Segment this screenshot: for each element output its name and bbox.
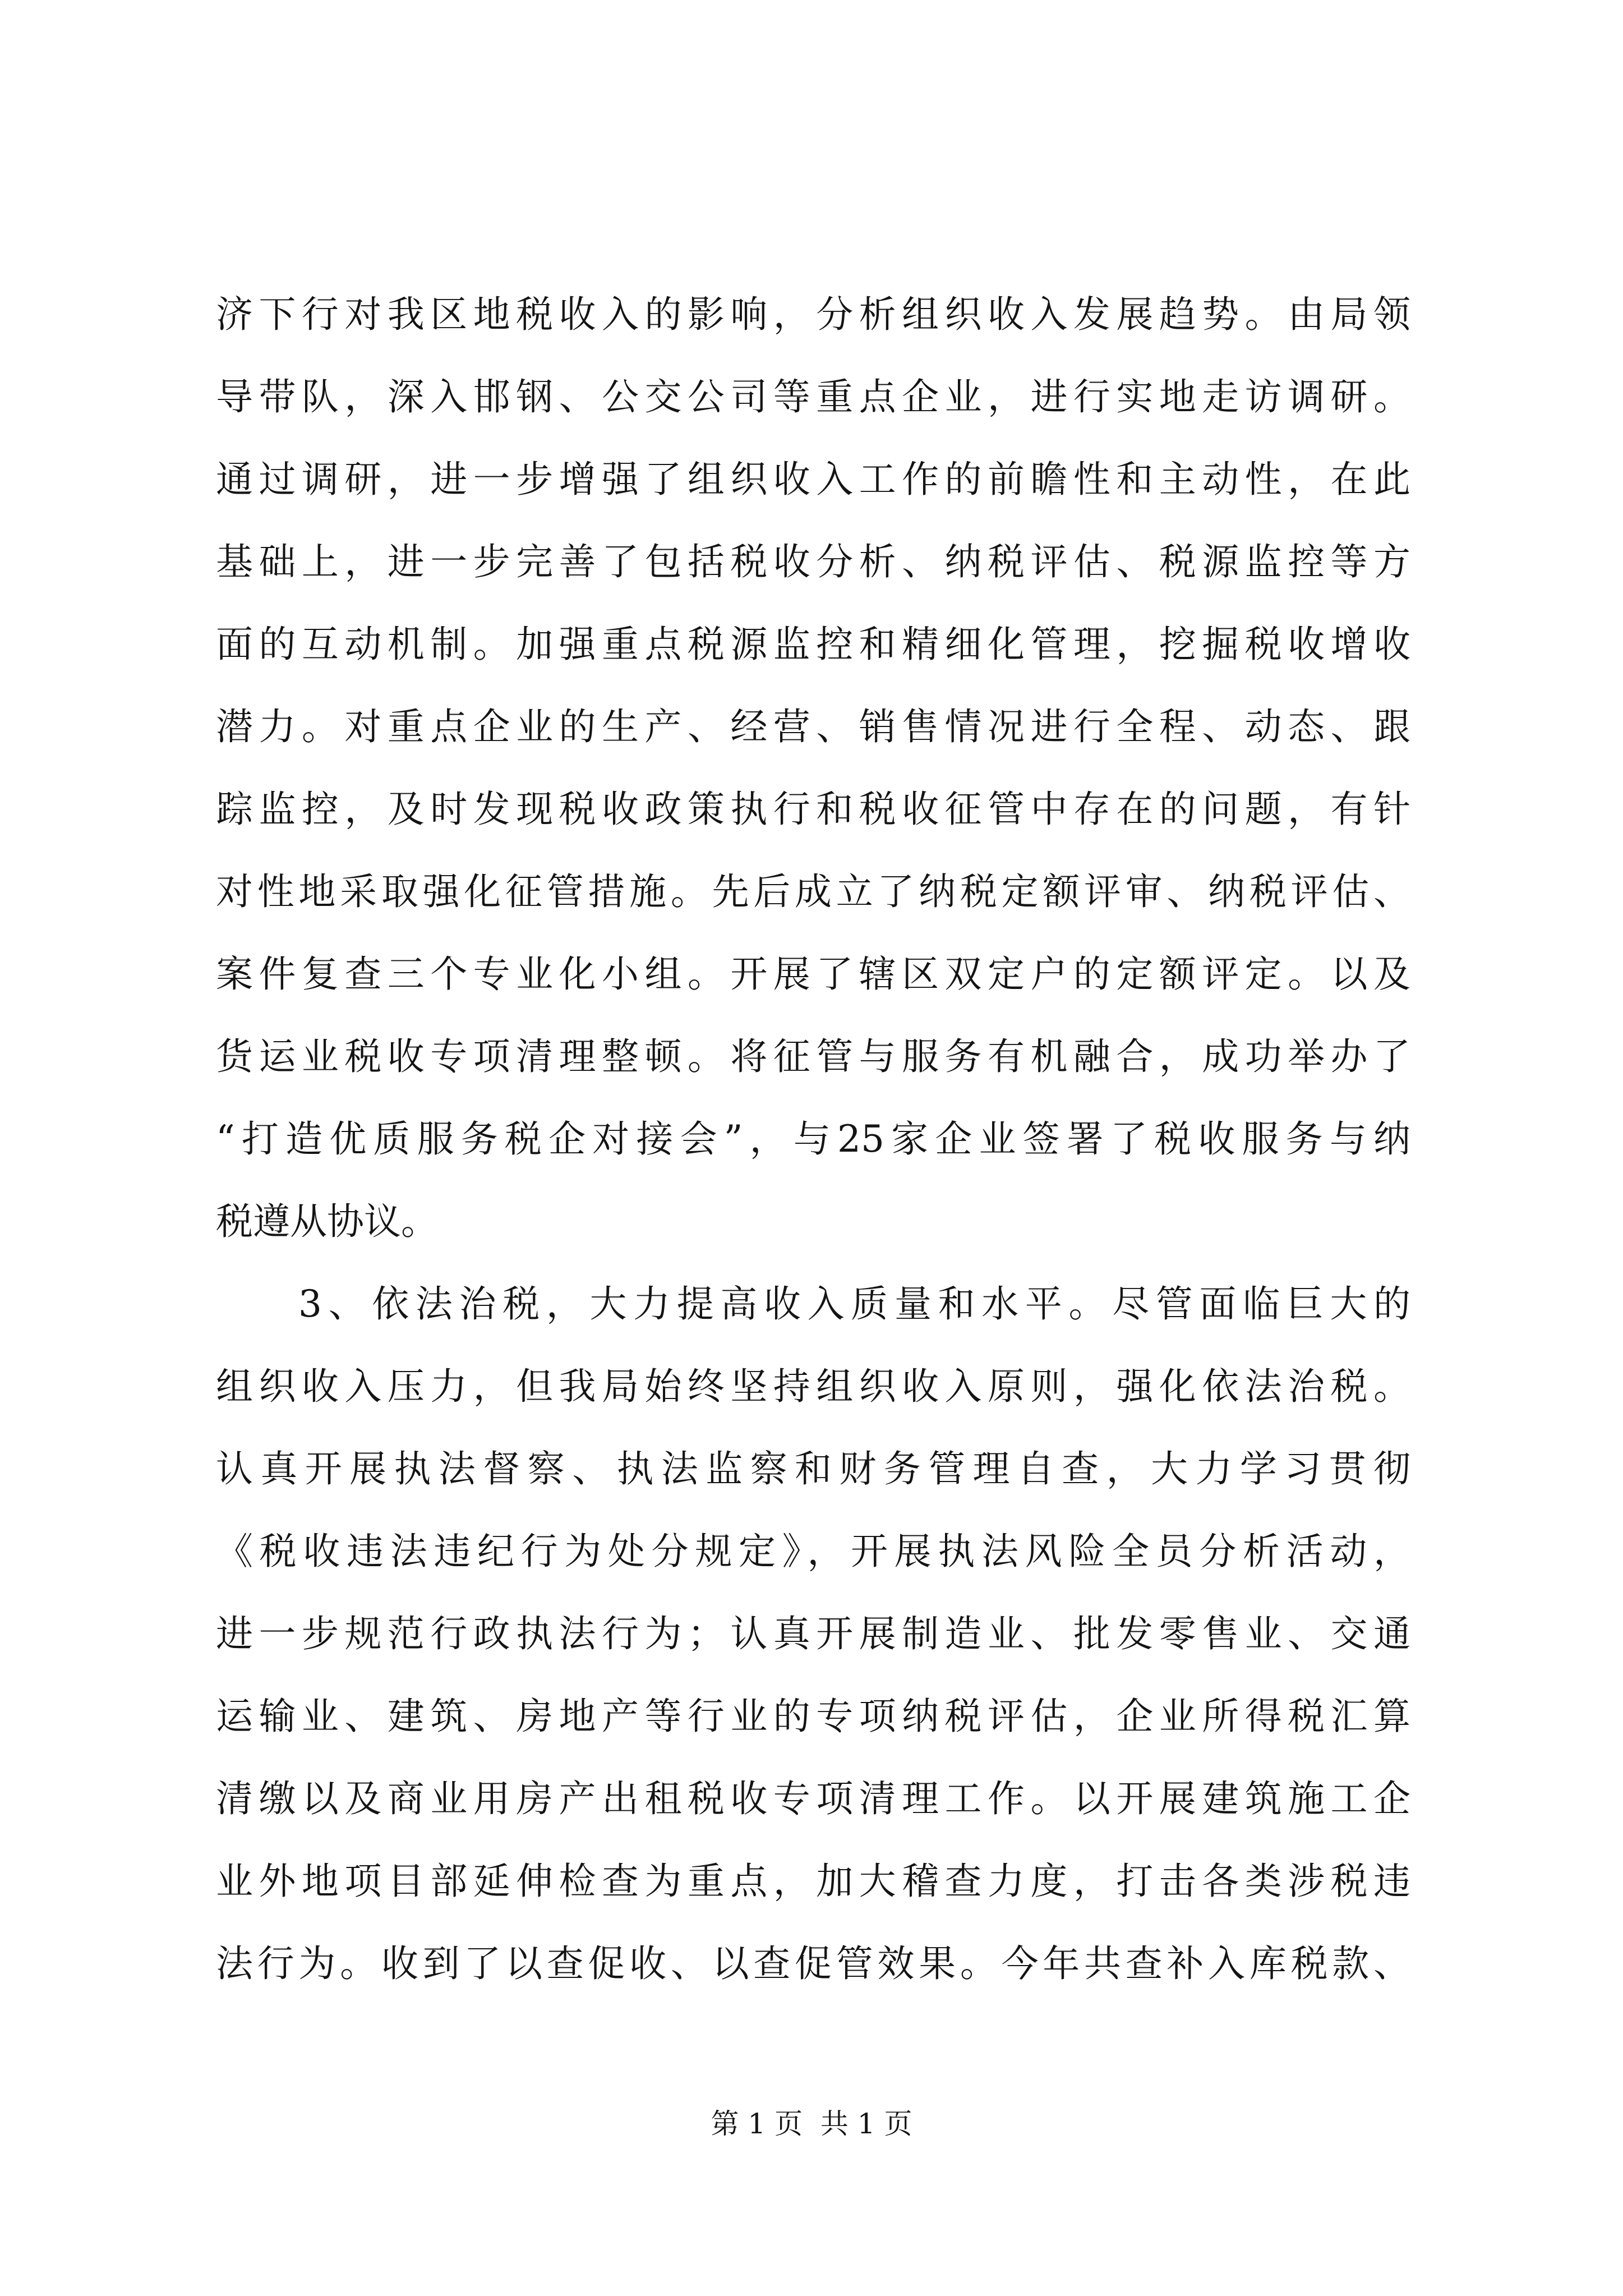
body-text-line: 济下行对我区地税收入的影响，分析组织收入发展趋势。由局领 xyxy=(216,293,1410,336)
body-text-line: 业外地项目部延伸检查为重点，加大稽查力度，打击各类涉税违 xyxy=(216,1860,1410,1903)
body-text-line: 潜力。对重点企业的生产、经营、销售情况进行全程、动态、跟 xyxy=(216,705,1410,748)
body-text-line: 面的互动机制。加强重点税源监控和精细化管理，挖掘税收增收 xyxy=(216,623,1410,666)
body-text-line: 清缴以及商业用房产出租税收专项清理工作。以开展建筑施工企 xyxy=(216,1777,1410,1820)
body-text-line: 《税收违法违纪行为处分规定》，开展执法风险全员分析活动， xyxy=(216,1530,1410,1573)
body-text-line: 认真开展执法督察、执法监察和财务管理自查，大力学习贯彻 xyxy=(216,1447,1410,1490)
section-heading-line: 3、依法治税，大力提高收入质量和水平。尽管面临巨大的 xyxy=(298,1282,1410,1326)
body-text-line: 税遵从协议。 xyxy=(216,1200,438,1243)
page-number-footer: 第 1 页 共 1 页 xyxy=(711,2108,912,2140)
body-text-line: 法行为。收到了以查促收、以查促管效果。今年共查补入库税款、 xyxy=(216,1942,1410,1985)
body-text-line: 运输业、建筑、房地产等行业的专项纳税评估，企业所得税汇算 xyxy=(216,1695,1410,1738)
body-text-line: 进一步规范行政执法行为；认真开展制造业、批发零售业、交通 xyxy=(216,1612,1410,1655)
body-text-line: 对性地采取强化征管措施。先后成立了纳税定额评审、纳税评估、 xyxy=(216,870,1410,913)
body-text-line: 案件复查三个专业化小组。开展了辖区双定户的定额评定。以及 xyxy=(216,953,1410,996)
body-text-line: 导带队，深入邯钢、公交公司等重点企业，进行实地走访调研。 xyxy=(216,375,1410,418)
body-text-line: 组织收入压力，但我局始终坚持组织收入原则，强化依法治税。 xyxy=(216,1365,1410,1408)
body-text-line: “打造优质服务税企对接会”，与25家企业签署了税收服务与纳 xyxy=(216,1117,1410,1161)
body-text-line: 基础上，进一步完善了包括税收分析、纳税评估、税源监控等方 xyxy=(216,540,1410,583)
body-text-line: 货运业税收专项清理整顿。将征管与服务有机融合，成功举办了 xyxy=(216,1035,1410,1078)
body-text-line: 踪监控，及时发现税收政策执行和税收征管中存在的问题，有针 xyxy=(216,788,1410,831)
body-text-line: 通过调研，进一步增强了组织收入工作的前瞻性和主动性，在此 xyxy=(216,458,1410,501)
